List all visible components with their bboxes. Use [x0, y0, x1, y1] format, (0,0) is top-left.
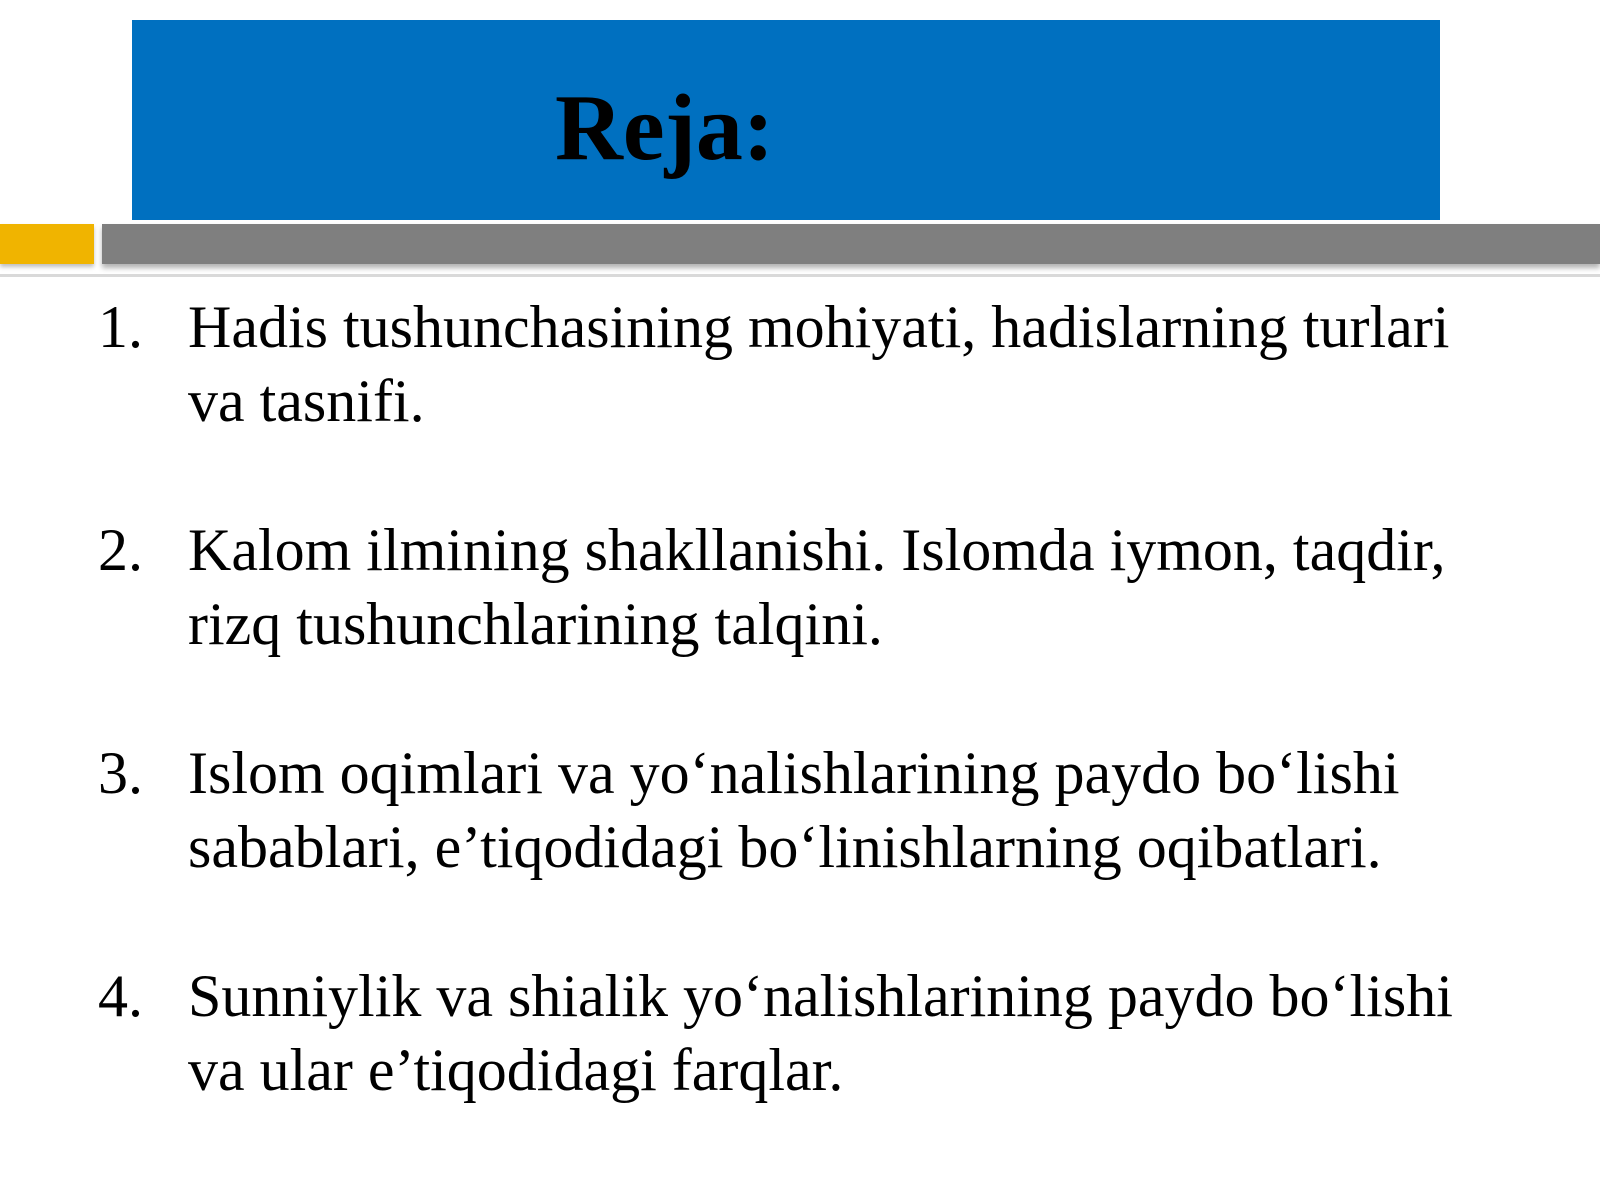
plan-item-text: Sunniylik va shialik yo‘nalishlarining paydo bo‘lishi va ular e’tiqodidagi farqlar.	[188, 963, 1453, 1103]
plan-item-number: 3.	[98, 740, 143, 806]
title-banner	[132, 20, 1440, 220]
plan-item-text: Hadis tushunchasining mohiyati, hadislarning turlari va tasnifi.	[188, 294, 1450, 434]
slide-title: Reja:	[555, 76, 775, 180]
plan-item-text: Kalom ilmining shakllanishi. Islomda iymon, taqdir, rizq tushunchlarining talqini.	[188, 517, 1446, 657]
plan-item-number: 4.	[98, 963, 143, 1029]
divider-line	[0, 274, 1600, 277]
plan-item-number: 1.	[98, 294, 143, 360]
plan-item-2	[98, 513, 1518, 661]
plan-item-text: Islom oqimlari va yo‘nalishlarining paydo bo‘lishi sabablari, e’tiqodidagi bo‘linishlarning oqibatlari.	[188, 740, 1400, 880]
plan-item-4	[98, 959, 1518, 1107]
plan-list	[98, 290, 1518, 1182]
accent-bar-gray	[102, 224, 1600, 264]
plan-item-3	[98, 736, 1518, 884]
plan-item-1	[98, 290, 1518, 438]
plan-item-number: 2.	[98, 517, 143, 583]
accent-bar-yellow	[0, 224, 94, 264]
